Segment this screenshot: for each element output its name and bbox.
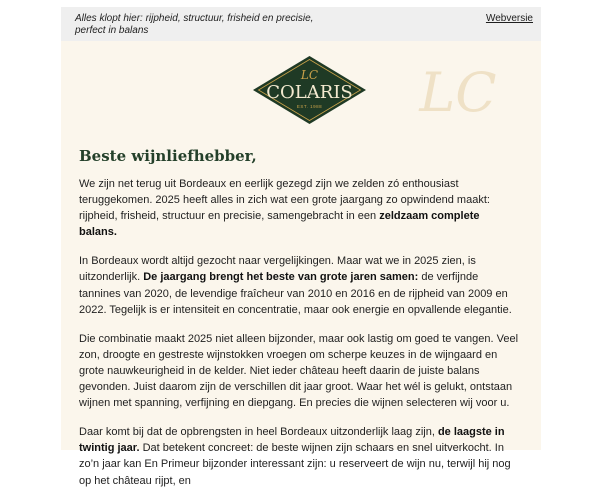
logo-monogram: LC — [300, 68, 319, 82]
comparison-highlight: De jaargang brengt het beste van grote jaren samen: — [143, 271, 419, 284]
paragraph-selection: Die combinatie maakt 2025 niet alleen bijzonder, maar ook lastig om goed te vangen. Veel zon, droogte en gestreste wijnstokken vroegen om scherpe keuzes in de wijngaard en grote nauwkeurigheid in de kelder. Niet ieder château heeft daarin de juiste balans gevonden. Juist daarom zijn de verschillen dit jaar groot. Waar het wél is gelukt, ontstaan wijnen met spanning, verfijning en diepgang. En precies die wijnen selecteren wij voor u. — [79, 332, 519, 410]
logo-brand: COLARIS — [266, 82, 353, 103]
svg-text:LC: LC — [419, 61, 497, 124]
logo-tagline: EST. 1988 — [296, 104, 323, 109]
comparison-text-2: de verfijnde tannines van 2020, de levendige fraîcheur van 2010 en 2016 en de rijpheid van 2009 en 2022. Tegelijk is er intensiteit en concentratie, maar ook energie en opvallende elegantie. — [79, 271, 512, 316]
paragraph-comparison — [79, 253, 519, 317]
watermark-monogram — [413, 53, 503, 133]
intro-highlight: zeldzaam complete balans. — [79, 210, 480, 239]
yield-text-1: Daar komt bij dat de opbrengsten in heel Bordeaux uitzonderlijk laag zijn, — [79, 426, 438, 439]
web-version-link[interactable]: Webversie — [485, 13, 533, 24]
comparison-text-1: In Bordeaux wordt altijd gezocht naar vergelijkingen. Maar wat we in 2025 zien, is uitzonderlijk. — [79, 255, 476, 284]
intro-text: We zijn net terug uit Bordeaux en eerlijk gezegd zijn we zelden zó enthousiast teruggekomen. 2025 heeft alles in zich wat een grote jaargang zo opwindend maakt: rijpheid, frisheid, structuur en precisie, samengebracht in een — [79, 178, 490, 223]
colaris-logo — [252, 55, 367, 125]
yield-text-2: Dat betekent concreet: de beste wijnen zijn schaars en snel uitverkocht. In zo’n jaar kan En Primeur bijzonder interessant zijn: u reserveert de wijn nu, terwijl hij nog op het château rijpt, en — [79, 442, 511, 487]
paragraph-yield — [79, 424, 519, 488]
paragraph-intro — [79, 176, 519, 240]
greeting-heading: Beste wijnliefhebber, — [79, 147, 257, 165]
preheader-text: Alles klopt hier: rijpheid, structuur, frisheid en precisie, perfect in balans — [75, 13, 314, 36]
preheader-bar — [61, 7, 541, 41]
yield-highlight: de laagste in twintig jaar. — [79, 426, 505, 455]
email-body — [79, 176, 519, 502]
email-content — [61, 41, 541, 487]
